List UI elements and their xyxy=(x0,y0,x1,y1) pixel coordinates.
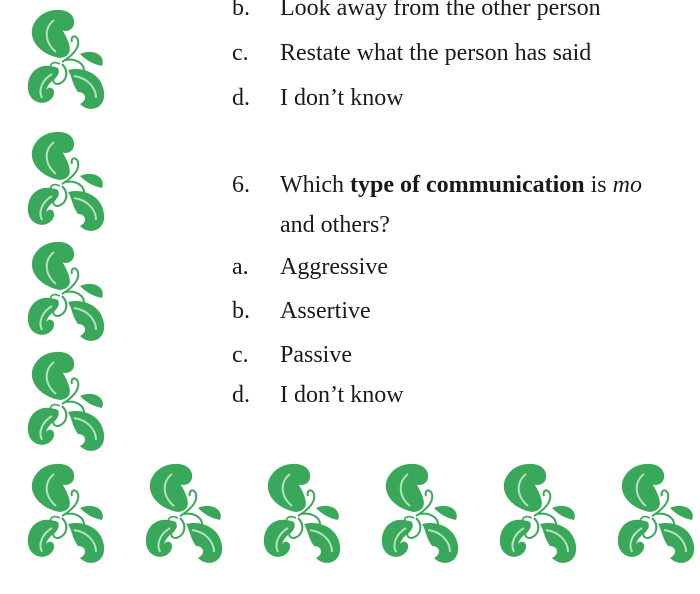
option-text: Restate what the person has said xyxy=(280,40,592,66)
option-letter: d. xyxy=(232,85,250,111)
option-letter: d. xyxy=(232,382,250,408)
question-middle: is xyxy=(584,172,613,198)
question-text-line-1 xyxy=(280,170,642,200)
option-text: Passive xyxy=(280,342,352,368)
question-bold-term: type of communication xyxy=(349,172,585,198)
option-letter: b. xyxy=(232,298,250,324)
option-text: Look away from the other person xyxy=(280,0,601,21)
option-text: Assertive xyxy=(280,298,371,324)
question-number: 6. xyxy=(232,172,250,198)
option-text: I don’t know xyxy=(280,382,404,408)
option-letter: a. xyxy=(232,254,249,280)
option-text: I don’t know xyxy=(280,85,404,111)
question-text-line-2: and others? xyxy=(280,212,390,238)
question-italic-term: mo xyxy=(612,172,642,198)
option-letter: b. xyxy=(232,0,250,21)
question-prefix: Which xyxy=(280,172,350,198)
option-text: Aggressive xyxy=(280,254,388,280)
option-letter: c. xyxy=(232,40,249,66)
option-letter: c. xyxy=(232,342,249,368)
